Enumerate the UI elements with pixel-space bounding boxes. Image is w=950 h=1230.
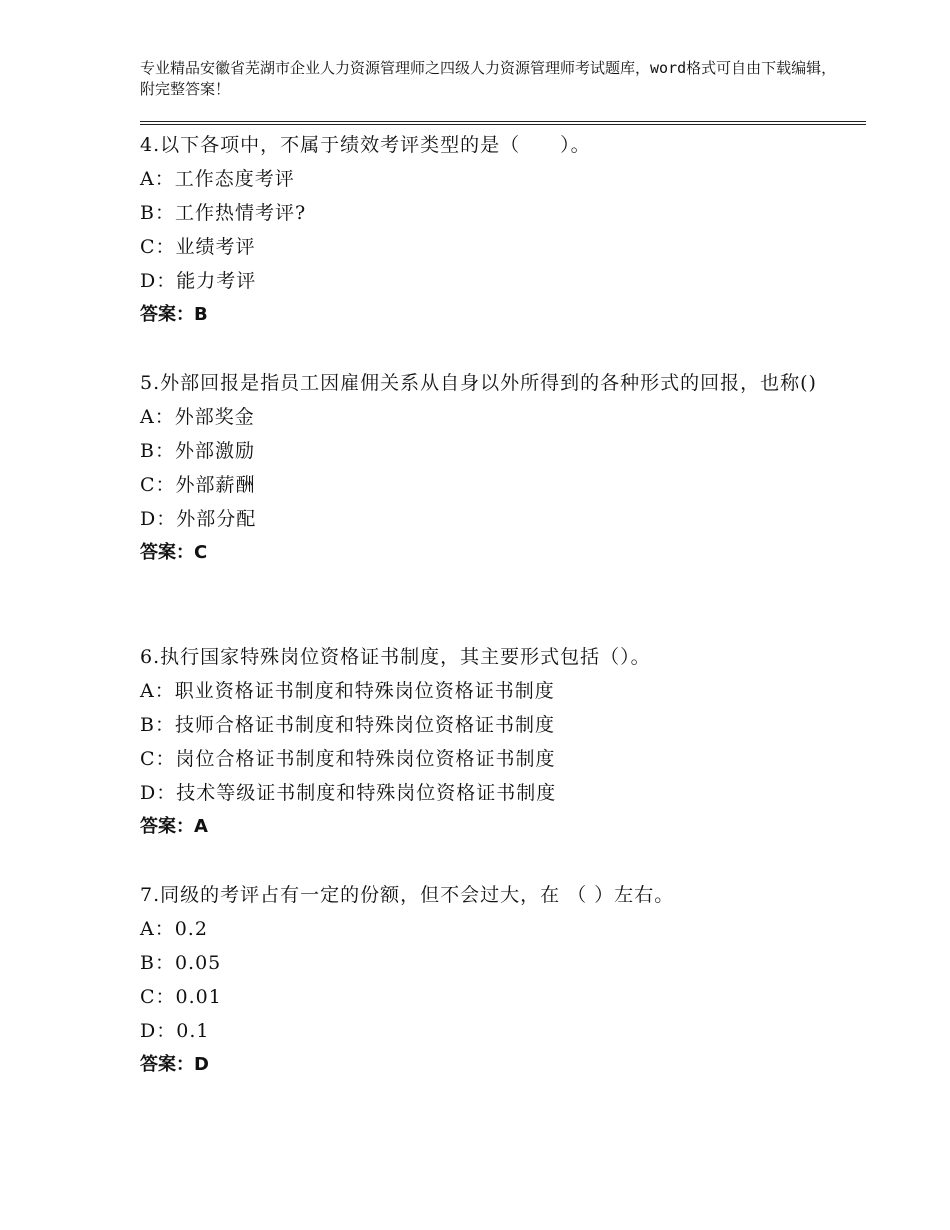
option-c: C：业绩考评 (140, 236, 256, 258)
option-c: C：0.01 (140, 986, 222, 1008)
option-d: D：外部分配 (140, 508, 257, 530)
option-a: A：0.2 (140, 918, 208, 940)
question-stem: 7.同级的考评占有一定的份额，但不会过大，在 （ ）左右。 (140, 884, 675, 906)
answer-line: 答案：B (140, 304, 208, 325)
option-b: B：0.05 (140, 952, 222, 974)
question-stem: 5.外部回报是指员工因雇佣关系从自身以外所得到的各种形式的回报，也称() (140, 372, 817, 394)
option-b: B：技师合格证书制度和特殊岗位资格证书制度 (140, 714, 555, 736)
option-a: A：外部奖金 (140, 406, 255, 428)
answer-line: 答案：D (140, 1054, 209, 1075)
document-header: 专业精品安徽省芜湖市企业人力资源管理师之四级人力资源管理师考试题库，word格式可自由下载编辑，附完整答案！ (140, 59, 837, 98)
answer-line: 答案：C (140, 542, 208, 563)
question-4 (140, 128, 830, 332)
option-c: C：外部薪酬 (140, 474, 256, 496)
option-a: A：工作态度考评 (140, 168, 295, 190)
option-a: A：职业资格证书制度和特殊岗位资格证书制度 (140, 680, 555, 702)
header-divider (140, 121, 866, 125)
answer-line: 答案：A (140, 816, 208, 837)
question-6 (140, 640, 830, 844)
question-7 (140, 878, 830, 1082)
question-stem: 4.以下各项中，不属于绩效考评类型的是（ ）。 (140, 134, 591, 156)
option-d: D：技术等级证书制度和特殊岗位资格证书制度 (140, 782, 557, 804)
question-stem: 6.执行国家特殊岗位资格证书制度，其主要形式包括（）。 (140, 646, 651, 668)
option-c: C：岗位合格证书制度和特殊岗位资格证书制度 (140, 748, 556, 770)
option-d: D：0.1 (140, 1020, 210, 1042)
option-b: B：工作热情考评? (140, 202, 307, 224)
option-d: D：能力考评 (140, 270, 257, 292)
option-b: B：外部激励 (140, 440, 255, 462)
question-5 (140, 366, 830, 570)
